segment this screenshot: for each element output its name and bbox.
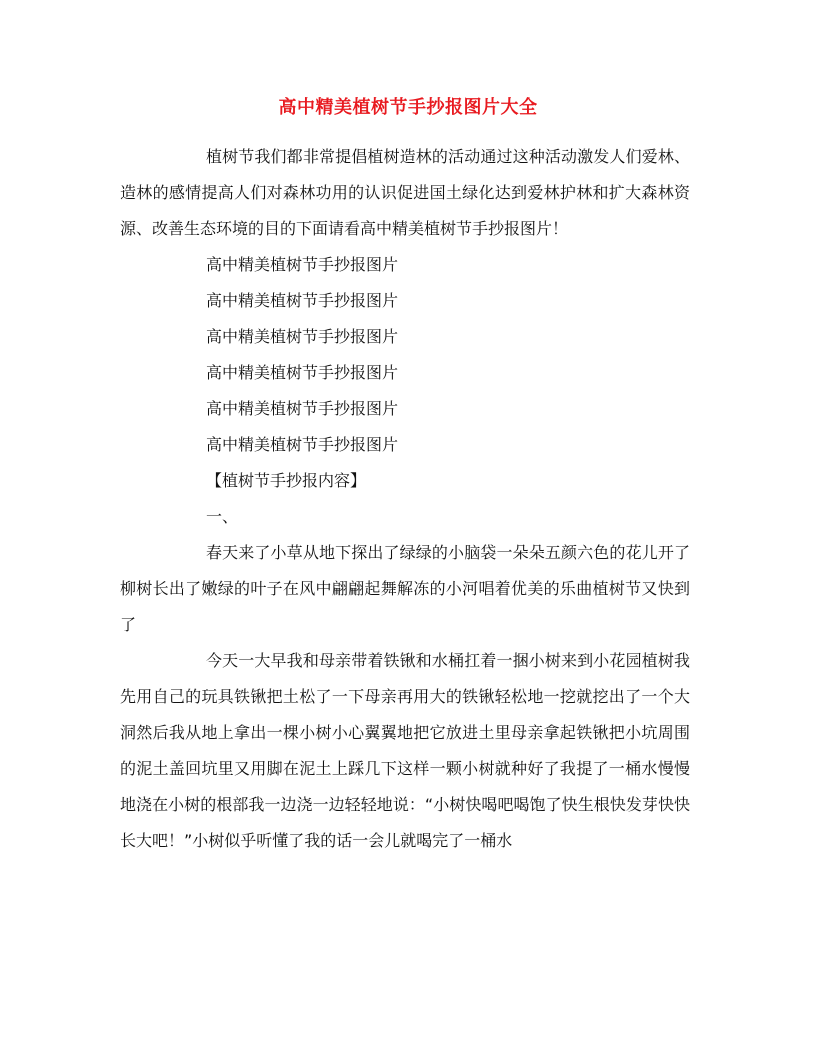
section-number: 一、 (206, 507, 239, 526)
body-paragraph-2: 今天一大早我和母亲带着铁锹和水桶扛着一捆小树来到小花园植树我先用自己的玩具铁锹把土松了一下母亲再用大的铁锹轻松地一挖就挖出了一个大洞然后我从地上拿出一棵小树小心翼翼地把它放进土里母亲拿起铁锹把小坑周围的泥土盖回坑里又用脚在泥土上踩几下这样一颗小树就种好了我提了一桶水慢慢地浇在小树的根部我一边浇一边轻轻地说：“小树快喝吧喝饱了快生根快发芽快快长大吧！”小树似乎听懂了我的话一会儿就喝完了一桶水 (120, 651, 690, 850)
intro-paragraph: 植树节我们都非常提倡植树造林的活动通过这种活动激发人们爱林、造林的感情提高人们对森林功用的认识促进国土绿化达到爱林护林和扩大森林资源、改善生态环境的目的下面请看高中精美植树节手抄报图片！ (120, 147, 690, 238)
image-caption: 高中精美植树节手抄报图片 (206, 399, 399, 418)
image-caption: 高中精美植树节手抄报图片 (206, 255, 399, 274)
image-caption: 高中精美植树节手抄报图片 (206, 327, 399, 346)
image-caption: 高中精美植树节手抄报图片 (206, 363, 399, 382)
document-title: 高中精美植树节手抄报图片大全 (278, 97, 538, 118)
body-paragraph-1: 春天来了小草从地下探出了绿绿的小脑袋一朵朵五颜六色的花儿开了柳树长出了嫩绿的叶子在风中翩翩起舞解冻的小河唱着优美的乐曲植树节又快到了 (120, 543, 690, 634)
section-heading: 【植树节手抄报内容】 (206, 471, 367, 490)
document-body (120, 139, 690, 859)
image-caption: 高中精美植树节手抄报图片 (206, 435, 399, 454)
image-caption: 高中精美植树节手抄报图片 (206, 291, 399, 310)
